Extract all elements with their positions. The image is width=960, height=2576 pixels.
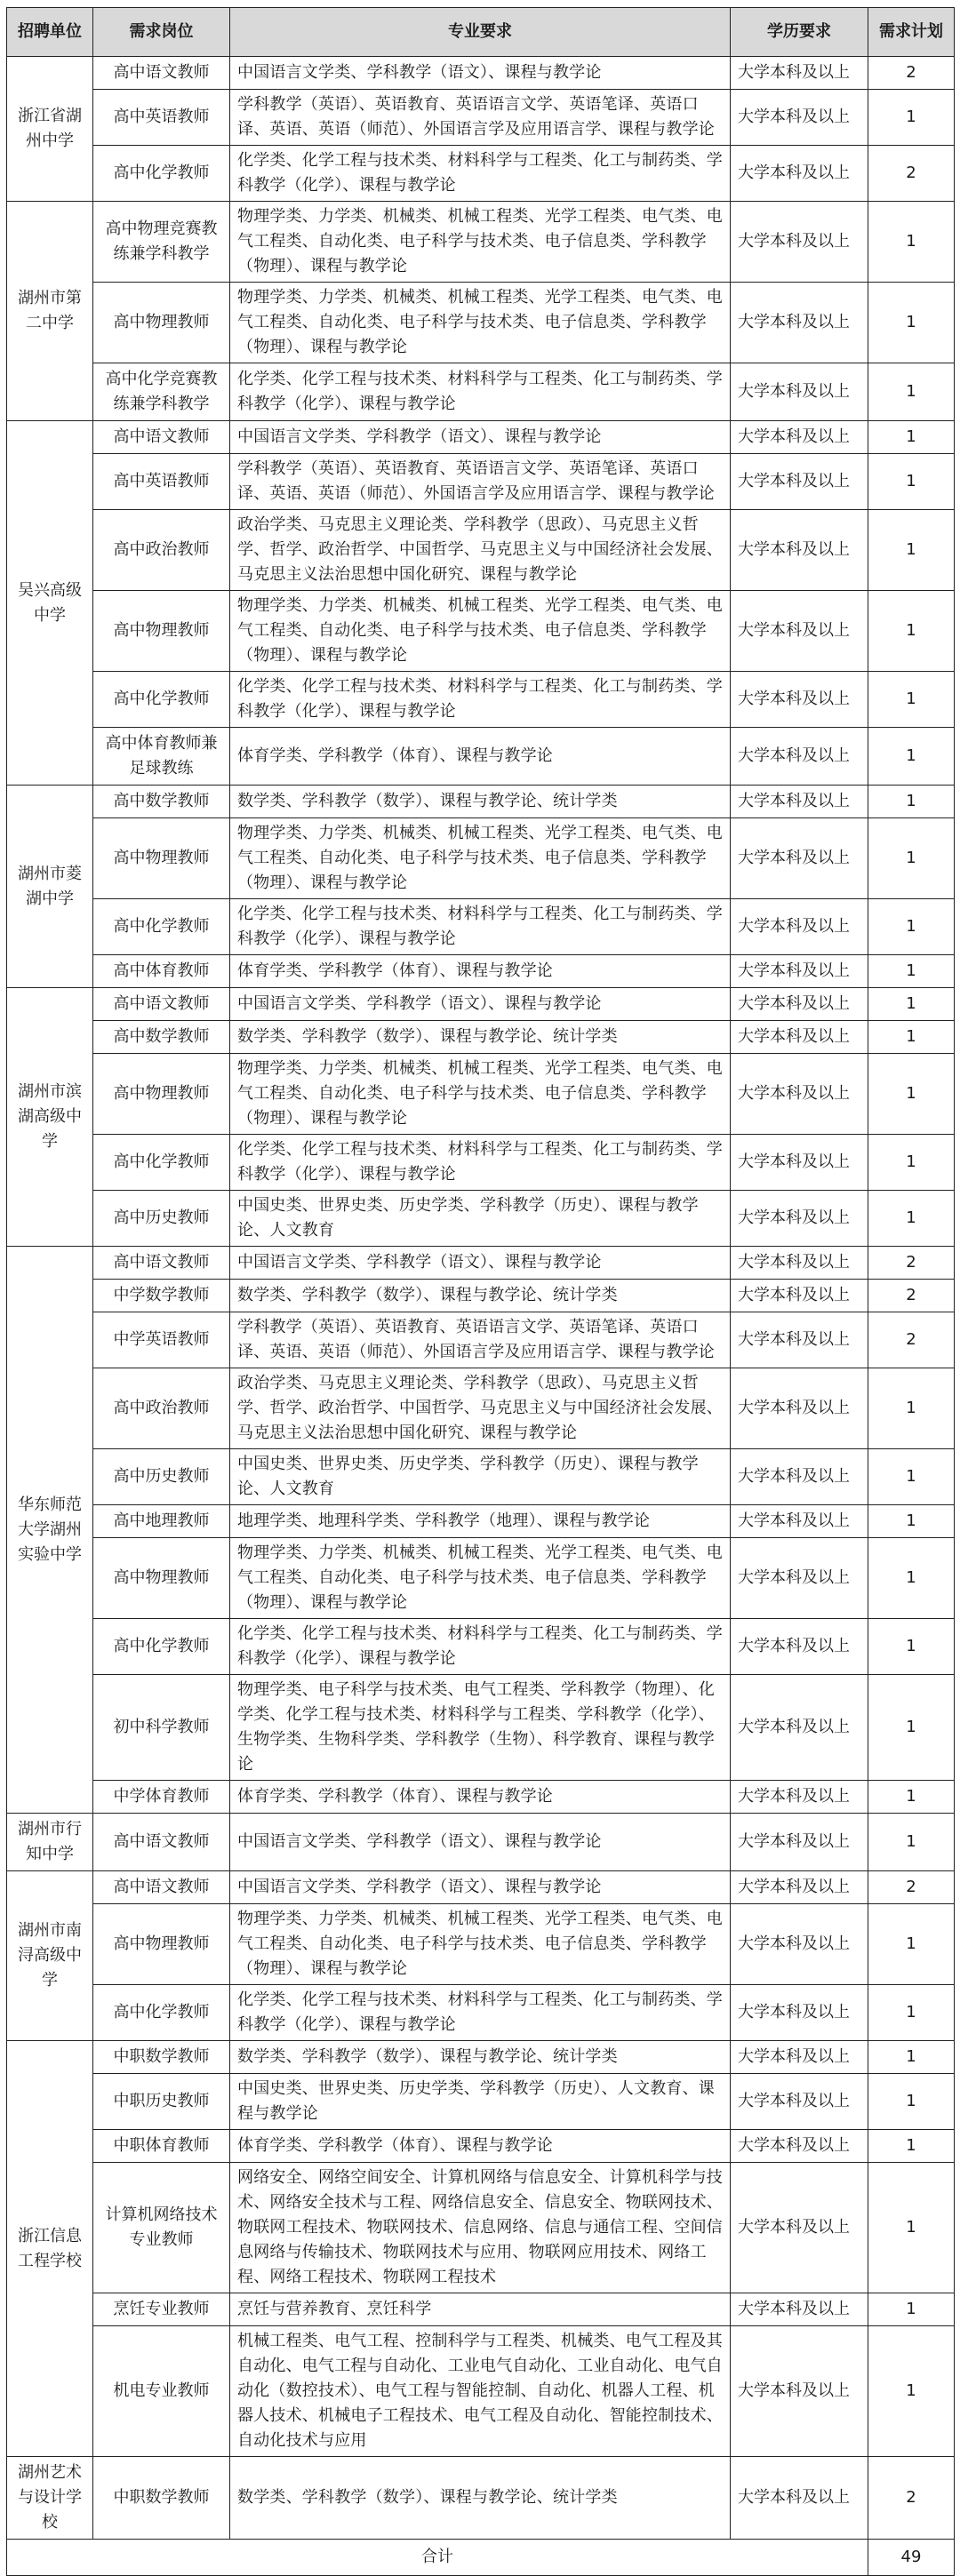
plan-cell: 1 (868, 2074, 955, 2130)
plan-cell: 1 (868, 363, 955, 421)
major-cell: 烹饪与营养教育、烹饪科学 (230, 2293, 731, 2326)
table-row (7, 786, 955, 818)
position-cell: 高中体育教师兼足球教练 (93, 728, 230, 786)
position-cell: 高中语文教师 (93, 1814, 230, 1871)
major-cell: 物理学类、力学类、机械类、机械工程类、光学工程类、电气类、电气工程类、自动化类、电子科学与技术类、电子信息类、学科教学（物理）、课程与教学论 (230, 591, 731, 672)
table-row (7, 1814, 955, 1871)
major-cell: 化学类、化学工程与技术类、材料科学与工程类、化工与制药类、学科教学（化学）、课程与教学论 (230, 1135, 731, 1191)
plan-cell: 2 (868, 1312, 955, 1368)
plan-cell: 1 (868, 1781, 955, 1814)
major-cell: 中国语言文学类、学科教学（语文）、课程与教学论 (230, 1871, 731, 1904)
table-row (7, 591, 955, 672)
total-row (7, 2540, 955, 2576)
table-row (7, 1247, 955, 1280)
unit-cell: 吴兴高级中学 (7, 421, 93, 786)
table-row (7, 283, 955, 363)
education-cell: 大学本科及以上 (731, 421, 868, 454)
position-cell: 高中英语教师 (93, 454, 230, 510)
education-cell: 大学本科及以上 (731, 57, 868, 90)
position-cell: 高中数学教师 (93, 786, 230, 818)
table-row (7, 1781, 955, 1814)
unit-cell: 湖州市菱湖中学 (7, 786, 93, 988)
plan-cell: 1 (868, 1449, 955, 1505)
plan-cell: 1 (868, 728, 955, 786)
table-row (7, 1449, 955, 1505)
plan-cell: 1 (868, 818, 955, 899)
major-cell: 体育学类、学科教学（体育）、课程与教学论 (230, 2130, 731, 2163)
header-position: 需求岗位 (93, 8, 230, 57)
plan-cell: 1 (868, 1904, 955, 1985)
education-cell: 大学本科及以上 (731, 2326, 868, 2457)
education-cell: 大学本科及以上 (731, 988, 868, 1021)
position-cell: 中职体育教师 (93, 2130, 230, 2163)
plan-cell: 1 (868, 1814, 955, 1871)
education-cell: 大学本科及以上 (731, 1247, 868, 1280)
position-cell: 初中科学教师 (93, 1675, 230, 1781)
unit-cell: 湖州艺术与设计学校 (7, 2457, 93, 2540)
plan-cell: 1 (868, 899, 955, 955)
table-row (7, 955, 955, 988)
table-row (7, 1505, 955, 1538)
plan-cell: 1 (868, 2163, 955, 2293)
position-cell: 高中英语教师 (93, 90, 230, 146)
education-cell: 大学本科及以上 (731, 1904, 868, 1985)
major-cell: 中国语言文学类、学科教学（语文）、课程与教学论 (230, 421, 731, 454)
education-cell: 大学本科及以上 (731, 363, 868, 421)
major-cell: 物理学类、力学类、机械类、机械工程类、光学工程类、电气类、电气工程类、自动化类、电子科学与技术类、电子信息类、学科教学（物理）、课程与教学论 (230, 818, 731, 899)
table-row (7, 146, 955, 202)
plan-cell: 2 (868, 2457, 955, 2540)
unit-cell: 华东师范大学湖州实验中学 (7, 1247, 93, 1814)
position-cell: 高中化学教师 (93, 146, 230, 202)
table-row (7, 2074, 955, 2130)
plan-cell: 1 (868, 1538, 955, 1619)
plan-cell: 1 (868, 955, 955, 988)
position-cell: 高中数学教师 (93, 1021, 230, 1054)
table-row (7, 2457, 955, 2540)
major-cell: 中国史类、世界史类、历史学类、学科教学（历史）、人文教育、课程与教学论 (230, 2074, 731, 2130)
position-cell: 高中语文教师 (93, 57, 230, 90)
major-cell: 中国语言文学类、学科教学（语文）、课程与教学论 (230, 57, 731, 90)
table-row (7, 1619, 955, 1675)
major-cell: 化学类、化学工程与技术类、材料科学与工程类、化工与制药类、学科教学（化学）、课程与教学论 (230, 146, 731, 202)
table-row (7, 90, 955, 146)
table-row (7, 1904, 955, 1985)
position-cell: 中职数学教师 (93, 2457, 230, 2540)
education-cell: 大学本科及以上 (731, 899, 868, 955)
education-cell: 大学本科及以上 (731, 90, 868, 146)
major-cell: 网络安全、网络空间安全、计算机网络与信息安全、计算机科学与技术、网络安全技术与工程、网络信息安全、信息安全、物联网技术、物联网工程技术、物联网技术、信息网络、信息与通信工程、空间信息网络与传输技术、物联网技术与应用、物联网应用技术、网络工程、网络工程技术、物联网工程技术 (230, 2163, 731, 2293)
header-plan: 需求计划 (868, 8, 955, 57)
position-cell: 高中化学教师 (93, 1135, 230, 1191)
major-cell: 数学类、学科教学（数学）、课程与教学论、统计学类 (230, 2457, 731, 2540)
position-cell: 高中物理教师 (93, 818, 230, 899)
plan-cell: 1 (868, 2326, 955, 2457)
table-row (7, 988, 955, 1021)
education-cell: 大学本科及以上 (731, 2293, 868, 2326)
position-cell: 高中化学教师 (93, 899, 230, 955)
position-cell: 中学数学教师 (93, 1280, 230, 1312)
education-cell: 大学本科及以上 (731, 591, 868, 672)
table-row (7, 2293, 955, 2326)
position-cell: 高中政治教师 (93, 1368, 230, 1449)
plan-cell: 2 (868, 1280, 955, 1312)
table-row (7, 1312, 955, 1368)
plan-cell: 1 (868, 1191, 955, 1247)
total-value: 49 (868, 2540, 955, 2576)
plan-cell: 1 (868, 1675, 955, 1781)
plan-cell: 1 (868, 988, 955, 1021)
major-cell: 数学类、学科教学（数学）、课程与教学论、统计学类 (230, 2041, 731, 2074)
major-cell: 化学类、化学工程与技术类、材料科学与工程类、化工与制药类、学科教学（化学）、课程与教学论 (230, 363, 731, 421)
major-cell: 体育学类、学科教学（体育）、课程与教学论 (230, 955, 731, 988)
major-cell: 中国语言文学类、学科教学（语文）、课程与教学论 (230, 1247, 731, 1280)
table-row (7, 1985, 955, 2041)
unit-cell: 浙江省湖州中学 (7, 57, 93, 202)
education-cell: 大学本科及以上 (731, 1781, 868, 1814)
major-cell: 机械工程类、电气工程、控制科学与工程类、机械类、电气工程及其自动化、电气工程与自动化、工业电气自动化、工业自动化、电气自动化（数控技术）、电气工程与智能控制、自动化、机器人工程、机器人技术、机械电子工程技术、电气工程及自动化、智能控制技术、自动化技术与应用 (230, 2326, 731, 2457)
major-cell: 中国史类、世界史类、历史学类、学科教学（历史）、课程与教学论、人文教育 (230, 1191, 731, 1247)
header-unit: 招聘单位 (7, 8, 93, 57)
plan-cell: 1 (868, 202, 955, 283)
unit-cell: 湖州市第二中学 (7, 202, 93, 421)
table-row (7, 899, 955, 955)
major-cell: 化学类、化学工程与技术类、材料科学与工程类、化工与制药类、学科教学（化学）、课程与教学论 (230, 899, 731, 955)
position-cell: 中学英语教师 (93, 1312, 230, 1368)
table-row (7, 1135, 955, 1191)
position-cell: 高中语文教师 (93, 988, 230, 1021)
major-cell: 地理学类、地理科学类、学科教学（地理）、课程与教学论 (230, 1505, 731, 1538)
education-cell: 大学本科及以上 (731, 2457, 868, 2540)
education-cell: 大学本科及以上 (731, 672, 868, 728)
plan-cell: 1 (868, 421, 955, 454)
table-row (7, 2130, 955, 2163)
position-cell: 高中物理教师 (93, 283, 230, 363)
education-cell: 大学本科及以上 (731, 1191, 868, 1247)
education-cell: 大学本科及以上 (731, 1505, 868, 1538)
table-row (7, 1675, 955, 1781)
education-cell: 大学本科及以上 (731, 2130, 868, 2163)
position-cell: 高中化学教师 (93, 1619, 230, 1675)
position-cell: 高中物理教师 (93, 1538, 230, 1619)
education-cell: 大学本科及以上 (731, 955, 868, 988)
table-row (7, 510, 955, 591)
major-cell: 物理学类、力学类、机械类、机械工程类、光学工程类、电气类、电气工程类、自动化类、电子科学与技术类、电子信息类、学科教学（物理）、课程与教学论 (230, 202, 731, 283)
plan-cell: 1 (868, 1619, 955, 1675)
position-cell: 中职数学教师 (93, 2041, 230, 2074)
position-cell: 高中物理教师 (93, 591, 230, 672)
education-cell: 大学本科及以上 (731, 818, 868, 899)
plan-cell: 1 (868, 786, 955, 818)
position-cell: 高中物理教师 (93, 1904, 230, 1985)
table-row (7, 363, 955, 421)
plan-cell: 1 (868, 2130, 955, 2163)
major-cell: 物理学类、力学类、机械类、机械工程类、光学工程类、电气类、电气工程类、自动化类、电子科学与技术类、电子信息类、学科教学（物理）、课程与教学论 (230, 1538, 731, 1619)
recruitment-table (6, 7, 955, 2576)
position-cell: 高中化学教师 (93, 1985, 230, 2041)
unit-cell: 湖州市行知中学 (7, 1814, 93, 1871)
education-cell: 大学本科及以上 (731, 2163, 868, 2293)
position-cell: 高中地理教师 (93, 1505, 230, 1538)
position-cell: 高中化学教师 (93, 672, 230, 728)
major-cell: 体育学类、学科教学（体育）、课程与教学论 (230, 1781, 731, 1814)
education-cell: 大学本科及以上 (731, 146, 868, 202)
major-cell: 学科教学（英语）、英语教育、英语语言文学、英语笔译、英语口译、英语、英语（师范）、外国语言学及应用语言学、课程与教学论 (230, 90, 731, 146)
major-cell: 化学类、化学工程与技术类、材料科学与工程类、化工与制药类、学科教学（化学）、课程与教学论 (230, 1985, 731, 2041)
table-row (7, 454, 955, 510)
education-cell: 大学本科及以上 (731, 786, 868, 818)
plan-cell: 1 (868, 591, 955, 672)
major-cell: 数学类、学科教学（数学）、课程与教学论、统计学类 (230, 786, 731, 818)
plan-cell: 1 (868, 1985, 955, 2041)
education-cell: 大学本科及以上 (731, 1449, 868, 1505)
position-cell: 中职历史教师 (93, 2074, 230, 2130)
education-cell: 大学本科及以上 (731, 1814, 868, 1871)
position-cell: 高中语文教师 (93, 1871, 230, 1904)
major-cell: 化学类、化学工程与技术类、材料科学与工程类、化工与制药类、学科教学（化学）、课程与教学论 (230, 1619, 731, 1675)
education-cell: 大学本科及以上 (731, 728, 868, 786)
table-row (7, 2163, 955, 2293)
table-row (7, 672, 955, 728)
plan-cell: 1 (868, 283, 955, 363)
education-cell: 大学本科及以上 (731, 454, 868, 510)
position-cell: 高中政治教师 (93, 510, 230, 591)
education-cell: 大学本科及以上 (731, 1538, 868, 1619)
plan-cell: 2 (868, 1871, 955, 1904)
major-cell: 中国史类、世界史类、历史学类、学科教学（历史）、课程与教学论、人文教育 (230, 1449, 731, 1505)
plan-cell: 1 (868, 90, 955, 146)
total-label: 合计 (7, 2540, 868, 2576)
position-cell: 高中历史教师 (93, 1191, 230, 1247)
major-cell: 中国语言文学类、学科教学（语文）、课程与教学论 (230, 1814, 731, 1871)
header-major: 专业要求 (230, 8, 731, 57)
plan-cell: 1 (868, 2041, 955, 2074)
education-cell: 大学本科及以上 (731, 1675, 868, 1781)
education-cell: 大学本科及以上 (731, 510, 868, 591)
table-row (7, 818, 955, 899)
major-cell: 物理学类、力学类、机械类、机械工程类、光学工程类、电气类、电气工程类、自动化类、电子科学与技术类、电子信息类、学科教学（物理）、课程与教学论 (230, 1054, 731, 1135)
major-cell: 政治学类、马克思主义理论类、学科教学（思政）、马克思主义哲学、哲学、政治哲学、中国哲学、马克思主义与中国经济社会发展、马克思主义法治思想中国化研究、课程与教学论 (230, 510, 731, 591)
table-row (7, 1054, 955, 1135)
plan-cell: 1 (868, 510, 955, 591)
education-cell: 大学本科及以上 (731, 1280, 868, 1312)
position-cell: 中学体育教师 (93, 1781, 230, 1814)
table-row (7, 1538, 955, 1619)
education-cell: 大学本科及以上 (731, 1021, 868, 1054)
plan-cell: 2 (868, 1247, 955, 1280)
table-row (7, 202, 955, 283)
table-row (7, 1368, 955, 1449)
plan-cell: 1 (868, 1135, 955, 1191)
plan-cell: 1 (868, 2293, 955, 2326)
major-cell: 物理学类、力学类、机械类、机械工程类、光学工程类、电气类、电气工程类、自动化类、电子科学与技术类、电子信息类、学科教学（物理）、课程与教学论 (230, 283, 731, 363)
major-cell: 学科教学（英语）、英语教育、英语语言文学、英语笔译、英语口译、英语、英语（师范）、外国语言学及应用语言学、课程与教学论 (230, 454, 731, 510)
position-cell: 高中语文教师 (93, 421, 230, 454)
education-cell: 大学本科及以上 (731, 1368, 868, 1449)
major-cell: 数学类、学科教学（数学）、课程与教学论、统计学类 (230, 1280, 731, 1312)
position-cell: 高中体育教师 (93, 955, 230, 988)
education-cell: 大学本科及以上 (731, 202, 868, 283)
table-row (7, 1280, 955, 1312)
position-cell: 高中物理竞赛教练兼学科教学 (93, 202, 230, 283)
major-cell: 物理学类、电子科学与技术类、电气工程类、学科教学（物理）、化学类、化学工程与技术类、材料科学与工程类、学科教学（化学）、生物学类、生物科学类、学科教学（生物）、科学教育、课程与教学论 (230, 1675, 731, 1781)
position-cell: 高中语文教师 (93, 1247, 230, 1280)
plan-cell: 1 (868, 1021, 955, 1054)
major-cell: 数学类、学科教学（数学）、课程与教学论、统计学类 (230, 1021, 731, 1054)
position-cell: 计算机网络技术专业教师 (93, 2163, 230, 2293)
table-row (7, 57, 955, 90)
plan-cell: 2 (868, 57, 955, 90)
education-cell: 大学本科及以上 (731, 283, 868, 363)
education-cell: 大学本科及以上 (731, 1985, 868, 2041)
table-row (7, 2326, 955, 2457)
education-cell: 大学本科及以上 (731, 1871, 868, 1904)
major-cell: 体育学类、学科教学（体育）、课程与教学论 (230, 728, 731, 786)
table-row (7, 1191, 955, 1247)
plan-cell: 2 (868, 146, 955, 202)
position-cell: 高中化学竞赛教练兼学科教学 (93, 363, 230, 421)
unit-cell: 湖州市滨湖高级中学 (7, 988, 93, 1247)
unit-cell: 浙江信息工程学校 (7, 2041, 93, 2457)
education-cell: 大学本科及以上 (731, 1619, 868, 1675)
header-row (7, 8, 955, 57)
header-education: 学历要求 (731, 8, 868, 57)
major-cell: 物理学类、力学类、机械类、机械工程类、光学工程类、电气类、电气工程类、自动化类、电子科学与技术类、电子信息类、学科教学（物理）、课程与教学论 (230, 1904, 731, 1985)
table-row (7, 728, 955, 786)
education-cell: 大学本科及以上 (731, 2041, 868, 2074)
unit-cell: 湖州市南浔高级中学 (7, 1871, 93, 2041)
education-cell: 大学本科及以上 (731, 1312, 868, 1368)
major-cell: 学科教学（英语）、英语教育、英语语言文学、英语笔译、英语口译、英语、英语（师范）、外国语言学及应用语言学、课程与教学论 (230, 1312, 731, 1368)
education-cell: 大学本科及以上 (731, 1135, 868, 1191)
position-cell: 高中历史教师 (93, 1449, 230, 1505)
table-body (7, 57, 955, 2540)
major-cell: 政治学类、马克思主义理论类、学科教学（思政）、马克思主义哲学、哲学、政治哲学、中国哲学、马克思主义与中国经济社会发展、马克思主义法治思想中国化研究、课程与教学论 (230, 1368, 731, 1449)
education-cell: 大学本科及以上 (731, 1054, 868, 1135)
education-cell: 大学本科及以上 (731, 2074, 868, 2130)
table-row (7, 2041, 955, 2074)
position-cell: 机电专业教师 (93, 2326, 230, 2457)
plan-cell: 1 (868, 1505, 955, 1538)
position-cell: 高中物理教师 (93, 1054, 230, 1135)
plan-cell: 1 (868, 454, 955, 510)
major-cell: 化学类、化学工程与技术类、材料科学与工程类、化工与制药类、学科教学（化学）、课程与教学论 (230, 672, 731, 728)
plan-cell: 1 (868, 1368, 955, 1449)
position-cell: 烹饪专业教师 (93, 2293, 230, 2326)
plan-cell: 1 (868, 1054, 955, 1135)
table-row (7, 1021, 955, 1054)
major-cell: 中国语言文学类、学科教学（语文）、课程与教学论 (230, 988, 731, 1021)
plan-cell: 1 (868, 672, 955, 728)
table-row (7, 421, 955, 454)
table-row (7, 1871, 955, 1904)
